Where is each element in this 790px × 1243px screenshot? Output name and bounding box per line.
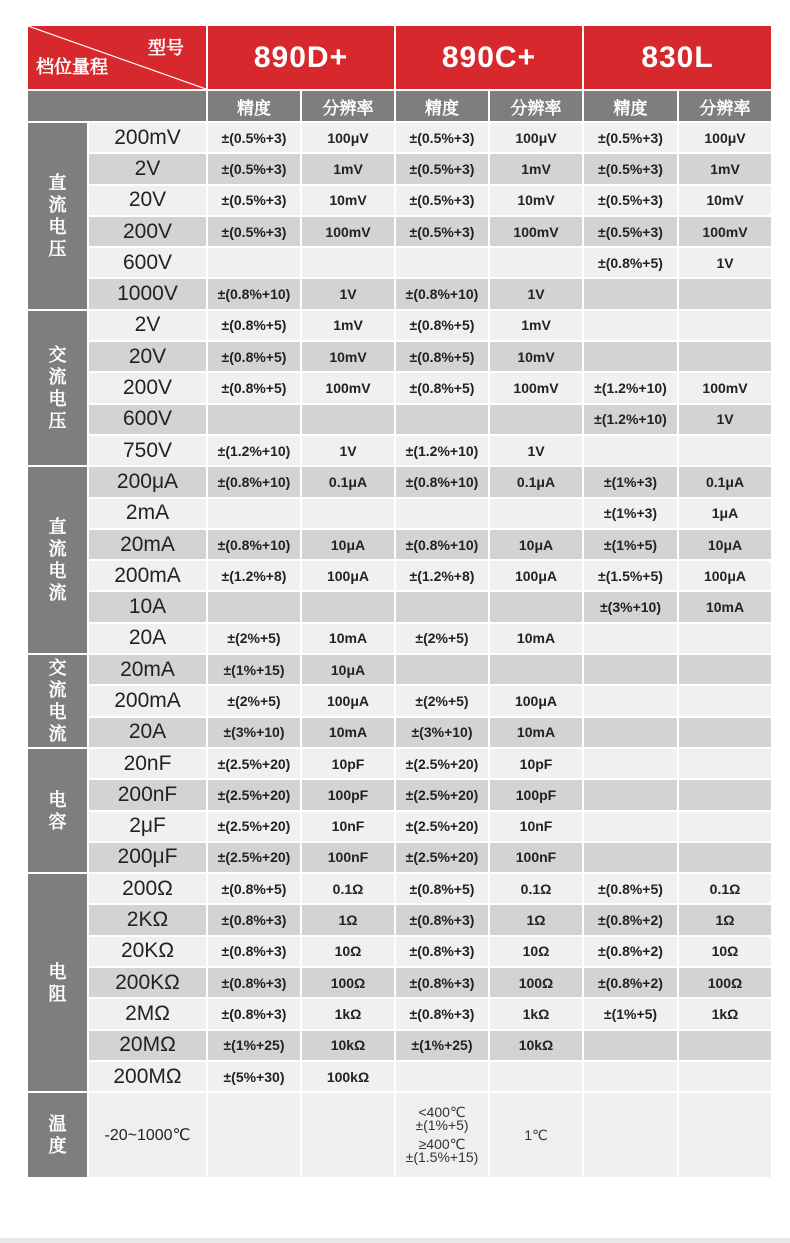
accuracy-cell: ±(0.5%+3)	[583, 122, 678, 153]
range-cell: 750V	[88, 435, 207, 466]
resolution-cell	[678, 748, 772, 779]
range-cell: 20V	[88, 185, 207, 216]
accuracy-cell: ±(0.5%+3)	[583, 153, 678, 184]
range-cell: 600V	[88, 404, 207, 435]
table-row	[27, 278, 772, 309]
table-row	[27, 247, 772, 278]
resolution-cell: 100μA	[489, 685, 583, 716]
resolution-cell: 100mV	[678, 216, 772, 247]
accuracy-cell: ±(2%+5)	[395, 623, 489, 654]
accuracy-cell: ±(2%+5)	[207, 685, 301, 716]
temperature-accuracy-line: <400℃	[418, 1104, 466, 1121]
resolution-cell: 1Ω	[489, 904, 583, 935]
resolution-cell: 100pF	[301, 779, 395, 810]
resolution-cell: 1Ω	[678, 904, 772, 935]
table-row	[27, 372, 772, 403]
accuracy-cell: ±(0.5%+3)	[207, 185, 301, 216]
range-cell: 200Ω	[88, 873, 207, 904]
resolution-cell: 10Ω	[678, 936, 772, 967]
table-row	[27, 466, 772, 497]
resolution-cell	[678, 341, 772, 372]
accuracy-cell	[207, 498, 301, 529]
resolution-cell: 1V	[678, 247, 772, 278]
resolution-cell: 100mV	[301, 216, 395, 247]
range-cell: 200KΩ	[88, 967, 207, 998]
resolution-cell: 10mA	[301, 623, 395, 654]
table-row	[27, 904, 772, 935]
accuracy-cell: ±(2.5%+20)	[395, 811, 489, 842]
resolution-cell: 10mV	[489, 185, 583, 216]
category-text: 交流电流	[48, 657, 67, 744]
subheader-accuracy: 精度	[583, 90, 678, 122]
range-cell: 200μF	[88, 842, 207, 873]
range-cell: 20nF	[88, 748, 207, 779]
accuracy-cell: ±(0.5%+3)	[395, 153, 489, 184]
subheader-blank	[27, 90, 207, 122]
table-row	[27, 1061, 772, 1092]
resolution-cell	[678, 435, 772, 466]
resolution-cell: 100nF	[489, 842, 583, 873]
accuracy-cell	[583, 1092, 678, 1178]
resolution-cell: 0.1μA	[301, 466, 395, 497]
resolution-cell: 100Ω	[489, 967, 583, 998]
resolution-cell	[489, 654, 583, 685]
accuracy-cell	[583, 623, 678, 654]
range-cell: 20V	[88, 341, 207, 372]
resolution-cell: 100μV	[489, 122, 583, 153]
corner-header	[27, 25, 207, 90]
accuracy-cell: ±(0.8%+10)	[207, 529, 301, 560]
accuracy-cell: ±(0.5%+3)	[395, 216, 489, 247]
range-cell: 200μA	[88, 466, 207, 497]
category-text: 温度	[48, 1114, 67, 1157]
range-cell: 2μF	[88, 811, 207, 842]
table-row	[27, 341, 772, 372]
accuracy-cell: ±(0.8%+5)	[583, 247, 678, 278]
accuracy-cell: ±(0.8%+3)	[207, 904, 301, 935]
category-text: 直流电压	[48, 172, 67, 259]
resolution-cell: 1V	[489, 278, 583, 309]
accuracy-cell: ±(1.2%+10)	[583, 372, 678, 403]
accuracy-cell: ±(2.5%+20)	[395, 842, 489, 873]
category-text: 交流电压	[48, 345, 67, 432]
resolution-cell: 1mV	[489, 310, 583, 341]
accuracy-cell: ±(1%+5)	[583, 998, 678, 1029]
resolution-cell: 10pF	[489, 748, 583, 779]
resolution-cell: 10μA	[301, 654, 395, 685]
accuracy-cell: ±(5%+30)	[207, 1061, 301, 1092]
category-text: 电容	[48, 789, 67, 832]
accuracy-cell	[583, 310, 678, 341]
resolution-cell: 100mV	[489, 216, 583, 247]
accuracy-cell: ±(2.5%+20)	[395, 748, 489, 779]
accuracy-cell: ±(0.8%+5)	[395, 310, 489, 341]
accuracy-cell: ±(1.2%+10)	[207, 435, 301, 466]
range-cell: 200MΩ	[88, 1061, 207, 1092]
resolution-cell: 100mV	[678, 372, 772, 403]
resolution-cell: 1V	[678, 404, 772, 435]
accuracy-cell: ±(0.8%+3)	[395, 998, 489, 1029]
resolution-cell: 1mV	[678, 153, 772, 184]
resolution-cell	[678, 1061, 772, 1092]
accuracy-cell: ±(2.5%+20)	[207, 811, 301, 842]
temperature-accuracy-line: ±(1%+5)	[415, 1117, 469, 1134]
resolution-cell: 1kΩ	[301, 998, 395, 1029]
accuracy-cell: ±(0.5%+3)	[395, 185, 489, 216]
table-row	[27, 967, 772, 998]
resolution-cell: 1mV	[301, 153, 395, 184]
table-row	[27, 498, 772, 529]
category-label	[27, 654, 88, 748]
table-row	[27, 122, 772, 153]
accuracy-cell: ±(0.8%+3)	[207, 967, 301, 998]
resolution-cell: 1mV	[301, 310, 395, 341]
resolution-cell: 100pF	[489, 779, 583, 810]
resolution-cell: 10μA	[678, 529, 772, 560]
range-cell: 200mV	[88, 122, 207, 153]
resolution-cell: 10mV	[301, 341, 395, 372]
resolution-cell: 100μV	[678, 122, 772, 153]
table-row	[27, 435, 772, 466]
accuracy-cell: ±(0.8%+5)	[395, 341, 489, 372]
resolution-cell	[489, 404, 583, 435]
corner-type-label: 型号	[148, 38, 184, 58]
accuracy-cell	[395, 654, 489, 685]
category-label	[27, 122, 88, 310]
accuracy-cell: ±(3%+10)	[583, 591, 678, 622]
range-cell: 20A	[88, 717, 207, 748]
accuracy-cell: ±(0.5%+3)	[395, 122, 489, 153]
accuracy-cell	[583, 811, 678, 842]
range-cell: 20KΩ	[88, 936, 207, 967]
accuracy-cell	[583, 278, 678, 309]
range-cell: 1000V	[88, 278, 207, 309]
resolution-cell: 10mA	[489, 717, 583, 748]
resolution-cell	[301, 1092, 395, 1178]
accuracy-cell: ±(0.5%+3)	[207, 216, 301, 247]
resolution-cell	[301, 591, 395, 622]
resolution-cell	[678, 842, 772, 873]
accuracy-cell: ±(0.8%+10)	[395, 278, 489, 309]
accuracy-cell: ±(0.8%+10)	[395, 466, 489, 497]
resolution-cell: 100mV	[301, 372, 395, 403]
resolution-cell	[678, 310, 772, 341]
resolution-cell: 0.1Ω	[678, 873, 772, 904]
accuracy-cell: ±(0.8%+3)	[395, 936, 489, 967]
range-cell: 2MΩ	[88, 998, 207, 1029]
accuracy-cell: ±(2.5%+20)	[207, 842, 301, 873]
range-cell: 2mA	[88, 498, 207, 529]
range-cell: 200nF	[88, 779, 207, 810]
accuracy-cell	[583, 341, 678, 372]
range-cell: 200mA	[88, 560, 207, 591]
accuracy-cell: ±(2.5%+20)	[207, 779, 301, 810]
resolution-cell: 0.1Ω	[489, 873, 583, 904]
accuracy-cell	[395, 498, 489, 529]
resolution-cell: 10kΩ	[301, 1030, 395, 1061]
accuracy-cell: ±(0.8%+5)	[207, 372, 301, 403]
model-830l: 830L	[583, 25, 772, 90]
resolution-cell	[678, 654, 772, 685]
resolution-cell: 10pF	[301, 748, 395, 779]
accuracy-cell: ±(0.8%+5)	[395, 372, 489, 403]
category-label	[27, 873, 88, 1092]
resolution-cell: 1μA	[678, 498, 772, 529]
range-cell: 200mA	[88, 685, 207, 716]
accuracy-cell: ±(0.5%+3)	[583, 216, 678, 247]
resolution-cell: 0.1Ω	[301, 873, 395, 904]
accuracy-cell: ±(2.5%+20)	[207, 748, 301, 779]
resolution-cell: 10Ω	[489, 936, 583, 967]
accuracy-cell	[583, 779, 678, 810]
accuracy-cell	[583, 842, 678, 873]
resolution-cell: 100mV	[489, 372, 583, 403]
range-cell: 20A	[88, 623, 207, 654]
resolution-cell: 10mV	[301, 185, 395, 216]
category-label	[27, 748, 88, 873]
range-cell: 200V	[88, 372, 207, 403]
resolution-cell	[678, 717, 772, 748]
resolution-cell	[301, 498, 395, 529]
accuracy-cell: ±(0.8%+10)	[207, 278, 301, 309]
range-cell: 10A	[88, 591, 207, 622]
accuracy-cell: ±(1%+3)	[583, 498, 678, 529]
bottom-divider	[0, 1238, 790, 1243]
accuracy-cell: ±(0.8%+5)	[207, 341, 301, 372]
table-row	[27, 998, 772, 1029]
accuracy-cell	[207, 1092, 301, 1178]
resolution-cell	[678, 779, 772, 810]
table-row	[27, 779, 772, 810]
resolution-cell	[489, 1061, 583, 1092]
table-row	[27, 623, 772, 654]
accuracy-cell: ±(1%+15)	[207, 654, 301, 685]
resolution-cell: 100kΩ	[301, 1061, 395, 1092]
accuracy-cell: ±(1%+25)	[207, 1030, 301, 1061]
accuracy-cell: ±(0.8%+3)	[395, 967, 489, 998]
range-cell: 20MΩ	[88, 1030, 207, 1061]
accuracy-cell: ±(0.8%+5)	[207, 310, 301, 341]
resolution-cell: 10mV	[678, 185, 772, 216]
accuracy-cell: ±(3%+10)	[207, 717, 301, 748]
resolution-cell: 1V	[301, 435, 395, 466]
resolution-cell: 1mV	[489, 153, 583, 184]
temperature-accuracy	[395, 1092, 489, 1178]
accuracy-cell	[583, 685, 678, 716]
table-row	[27, 654, 772, 685]
resolution-cell	[678, 811, 772, 842]
accuracy-cell	[207, 591, 301, 622]
accuracy-cell: ±(1.2%+10)	[395, 435, 489, 466]
accuracy-cell	[395, 1061, 489, 1092]
resolution-cell: 10nF	[301, 811, 395, 842]
temperature-accuracy-line: ±(1.5%+15)	[405, 1149, 479, 1166]
accuracy-cell: ±(1%+3)	[583, 466, 678, 497]
resolution-cell: 100μV	[301, 122, 395, 153]
resolution-cell: 10μA	[489, 529, 583, 560]
accuracy-cell: ±(0.5%+3)	[207, 122, 301, 153]
resolution-cell: 100nF	[301, 842, 395, 873]
resolution-cell: 1kΩ	[678, 998, 772, 1029]
category-label	[27, 1092, 88, 1178]
resolution-cell: 100μA	[301, 685, 395, 716]
spec-body	[27, 122, 772, 1178]
accuracy-cell	[395, 591, 489, 622]
accuracy-cell: ±(1%+5)	[583, 529, 678, 560]
table-row	[27, 717, 772, 748]
table-row	[27, 591, 772, 622]
spec-table	[26, 24, 773, 1179]
accuracy-cell: ±(2%+5)	[395, 685, 489, 716]
accuracy-cell: ±(0.8%+10)	[395, 529, 489, 560]
model-890c-plus: 890C+	[395, 25, 583, 90]
accuracy-cell: ±(1.2%+8)	[207, 560, 301, 591]
resolution-cell	[489, 591, 583, 622]
resolution-cell	[678, 1092, 772, 1178]
accuracy-cell: ±(0.8%+2)	[583, 936, 678, 967]
accuracy-cell: ±(0.8%+3)	[207, 998, 301, 1029]
resolution-cell	[301, 404, 395, 435]
range-cell: 20mA	[88, 654, 207, 685]
range-cell: 2V	[88, 153, 207, 184]
accuracy-cell	[395, 404, 489, 435]
accuracy-cell	[583, 748, 678, 779]
resolution-cell: 0.1μA	[489, 466, 583, 497]
accuracy-cell	[207, 404, 301, 435]
accuracy-cell: ±(0.8%+2)	[583, 904, 678, 935]
resolution-cell: 10mA	[489, 623, 583, 654]
resolution-cell	[678, 278, 772, 309]
table-row	[27, 685, 772, 716]
resolution-cell: 10mA	[678, 591, 772, 622]
table-row	[27, 936, 772, 967]
range-cell: 2V	[88, 310, 207, 341]
resolution-cell: 1V	[489, 435, 583, 466]
category-text: 直流电流	[48, 517, 67, 604]
resolution-cell	[489, 247, 583, 278]
table-row	[27, 216, 772, 247]
accuracy-cell: ±(2%+5)	[207, 623, 301, 654]
table-row	[27, 404, 772, 435]
range-cell: 200V	[88, 216, 207, 247]
accuracy-cell: ±(0.8%+3)	[207, 936, 301, 967]
category-label	[27, 310, 88, 466]
resolution-cell: 1kΩ	[489, 998, 583, 1029]
resolution-cell: 10kΩ	[489, 1030, 583, 1061]
accuracy-cell: ±(0.8%+5)	[583, 873, 678, 904]
resolution-cell: 10mV	[489, 341, 583, 372]
resolution-cell	[301, 247, 395, 278]
accuracy-cell	[583, 1061, 678, 1092]
resolution-cell: 100Ω	[301, 967, 395, 998]
table-row	[27, 153, 772, 184]
accuracy-cell: ±(0.5%+3)	[583, 185, 678, 216]
resolution-cell: 100μA	[301, 560, 395, 591]
resolution-cell: 1Ω	[301, 904, 395, 935]
accuracy-cell: ±(1.2%+10)	[583, 404, 678, 435]
accuracy-cell	[583, 654, 678, 685]
accuracy-cell	[583, 1030, 678, 1061]
table-row	[27, 748, 772, 779]
accuracy-cell: ±(1%+25)	[395, 1030, 489, 1061]
table-row	[27, 310, 772, 341]
temperature-accuracy-line: ≥400℃	[418, 1136, 466, 1153]
accuracy-cell: ±(1.5%+5)	[583, 560, 678, 591]
table-row	[27, 873, 772, 904]
temperature-row	[27, 1092, 772, 1178]
accuracy-cell: ±(0.8%+3)	[395, 904, 489, 935]
temperature-range: -20~1000℃	[88, 1092, 207, 1178]
resolution-cell: 0.1μA	[678, 466, 772, 497]
accuracy-cell: ±(0.8%+5)	[207, 873, 301, 904]
resolution-cell: 100μA	[678, 560, 772, 591]
resolution-cell	[678, 1030, 772, 1061]
resolution-cell: 100μA	[489, 560, 583, 591]
resolution-cell: 1V	[301, 278, 395, 309]
subheader-accuracy: 精度	[395, 90, 489, 122]
accuracy-cell	[583, 717, 678, 748]
table-row	[27, 811, 772, 842]
table-row	[27, 185, 772, 216]
range-cell: 20mA	[88, 529, 207, 560]
model-890d-plus: 890D+	[207, 25, 395, 90]
subheader-resolution: 分辨率	[678, 90, 772, 122]
table-row	[27, 560, 772, 591]
accuracy-cell: ±(2.5%+20)	[395, 779, 489, 810]
resolution-cell	[678, 685, 772, 716]
accuracy-cell: ±(0.8%+5)	[395, 873, 489, 904]
resolution-cell: 10mA	[301, 717, 395, 748]
subheader-resolution: 分辨率	[301, 90, 395, 122]
category-text: 电阻	[48, 961, 67, 1004]
accuracy-cell	[395, 247, 489, 278]
temperature-resolution: 1℃	[489, 1092, 583, 1178]
table-row	[27, 529, 772, 560]
subheader-resolution: 分辨率	[489, 90, 583, 122]
accuracy-cell	[207, 247, 301, 278]
accuracy-cell: ±(0.5%+3)	[207, 153, 301, 184]
resolution-cell: 100Ω	[678, 967, 772, 998]
range-cell: 2KΩ	[88, 904, 207, 935]
accuracy-cell: ±(0.8%+2)	[583, 967, 678, 998]
accuracy-cell: ±(0.8%+10)	[207, 466, 301, 497]
accuracy-cell	[583, 435, 678, 466]
table-row	[27, 1030, 772, 1061]
accuracy-cell: ±(1.2%+8)	[395, 560, 489, 591]
table-row	[27, 842, 772, 873]
resolution-cell	[678, 623, 772, 654]
accuracy-cell: ±(3%+10)	[395, 717, 489, 748]
subheader-accuracy: 精度	[207, 90, 301, 122]
resolution-cell	[489, 498, 583, 529]
range-cell: 600V	[88, 247, 207, 278]
corner-range-label: 档位量程	[36, 57, 108, 77]
resolution-cell: 10Ω	[301, 936, 395, 967]
category-label	[27, 466, 88, 654]
resolution-cell: 10μA	[301, 529, 395, 560]
resolution-cell: 10nF	[489, 811, 583, 842]
